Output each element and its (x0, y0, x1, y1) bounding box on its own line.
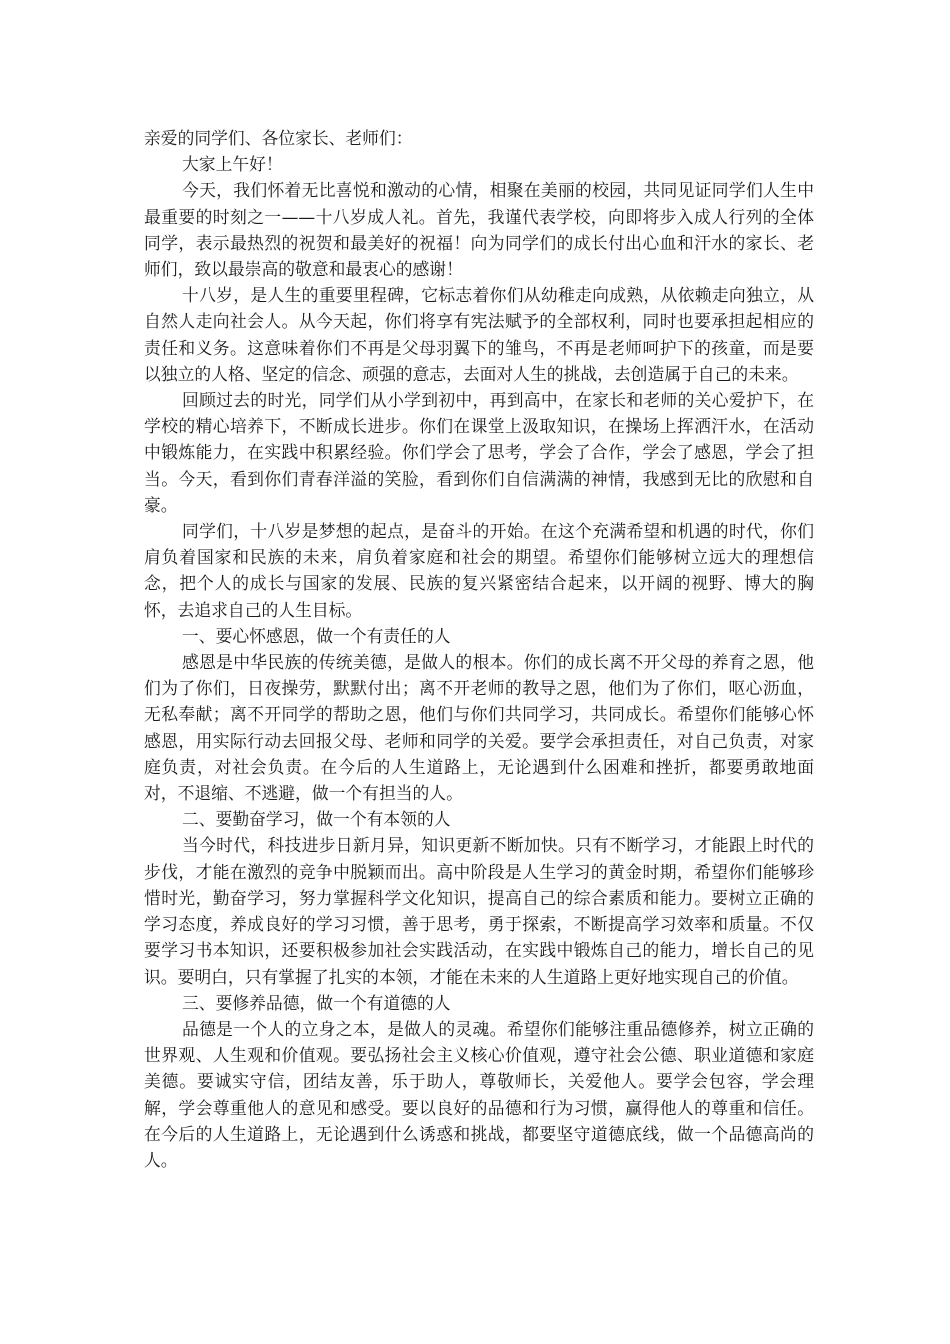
section-heading-gratitude: 一、要心怀感恩，做一个有责任的人 (182, 625, 451, 646)
document-body (144, 125, 814, 1173)
paragraph-eighteen: 十八岁，是人生的重要里程碑，它标志着你们从幼稚走向成熟，从依赖走向独立，从自然人走向社会人。从今天起，你们将享有宪法赋予的全部权利，同时也要承担起相应的责任和义务。这意味着你们不再是父母羽翼下的雏鸟，不再是老师呵护下的孩童，而是要以独立的人格、坚定的信念、顽强的意志，去面对人生的挑战，去创造属于自己的未来。 (144, 285, 814, 384)
paragraph-opening: 今天，我们怀着无比喜悦和激动的心情，相聚在美丽的校园，共同见证同学们人生中最重要的时刻之一——十八岁成人礼。首先，我谨代表学校，向即将步入成人行列的全体同学，表示最热烈的祝贺和最美好的祝福！向为同学们的成长付出心血和汗水的家长、老师们，致以最崇高的敬意和最衷心的感谢！ (144, 180, 814, 280)
paragraph-morality: 品德是一个人的立身之本，是做人的灵魂。希望你们能够注重品德修养，树立正确的世界观、人生观和价值观。要弘扬社会主义核心价值观，遵守社会公德、职业道德和家庭美德。要诚实守信，团结友善，乐于助人，尊敬师长，关爱他人。要学会包容，学会理解，学会尊重他人的意见和感受。要以良好的品德和行为习惯，赢得他人的尊重和信任。在今后的人生道路上，无论遇到什么诱惑和挑战，都要坚守道德底线，做一个品德高尚的人。 (144, 1018, 814, 1170)
salutation: 亲爱的同学们、各位家长、老师们： (144, 128, 413, 148)
paragraph-gratitude: 感恩是中华民族的传统美德，是做人的根本。你们的成长离不开父母的养育之恩，他们为了你们，日夜操劳，默默付出；离不开老师的教导之恩，他们为了你们，呕心沥血，无私奉献；离不开同学的帮助之恩，他们与你们共同学习，共同成长。希望你们能够心怀感恩，用实际行动去回报父母、老师和同学的关爱。要学会承担责任，对自己负责，对家庭负责，对社会负责。在今后的人生道路上，无论遇到什么困难和挫折，都要勇敢地面对，不退缩、不逃避，做一个有担当的人。 (144, 652, 814, 804)
section-heading-study: 二、要勤奋学习，做一个有本领的人 (182, 809, 451, 830)
section-heading-morality: 三、要修养品德，做一个有道德的人 (182, 992, 451, 1013)
paragraph-hope: 同学们，十八岁是梦想的起点，是奋斗的开始。在这个充满希望和机遇的时代，你们肩负着国家和民族的未来，肩负着家庭和社会的期望。希望你们能够树立远大的理想信念，把个人的成长与国家的发展、民族的复兴紧密结合起来，以开阔的视野、博大的胸怀，去追求自己的人生目标。 (144, 521, 814, 620)
paragraph-study: 当今时代，科技进步日新月异，知识更新不断加快。只有不断学习，才能跟上时代的步伐，才能在激烈的竞争中脱颖而出。高中阶段是人生学习的黄金时期，希望你们能够珍惜时光，勤奋学习，努力掌握科学文化知识，提高自己的综合素质和能力。要树立正确的学习态度，养成良好的学习习惯，善于思考，勇于探索，不断提高学习效率和质量。不仅要学习书本知识，还要积极参加社会实践活动，在实践中锻炼自己的能力，增长自己的见识。要明白，只有掌握了扎实的本领，才能在未来的人生道路上更好地实现自己的价值。 (144, 835, 814, 987)
paragraph-review: 回顾过去的时光，同学们从小学到初中，再到高中，在家长和老师的关心爱护下，在学校的精心培养下，不断成长进步。你们在课堂上汲取知识，在操场上挥洒汗水，在活动中锻炼能力，在实践中积累经验。你们学会了思考，学会了合作，学会了感恩，学会了担当。今天，看到你们青春洋溢的笑脸，看到你们自信满满的神情，我感到无比的欣慰和自豪。 (144, 390, 814, 515)
greeting: 大家上午好！ (182, 154, 283, 175)
